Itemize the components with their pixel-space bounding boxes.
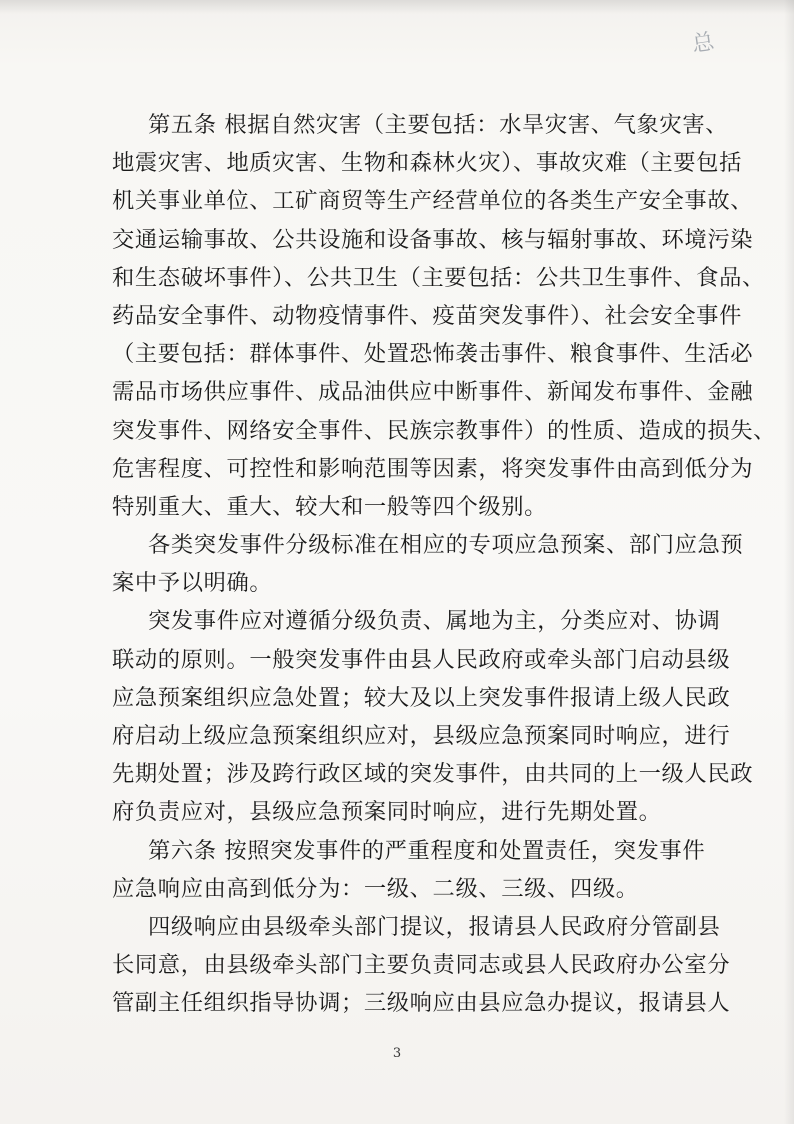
text-line: 管副主任组织指导协调；三级响应由县应急办提议，报请县人 [112, 990, 731, 1017]
page-number: 3 [392, 1046, 402, 1061]
text-line: 机关事业单位、工矿商贸等生产经营单位的各类生产安全事故、 [112, 188, 754, 215]
text-line: 特别重大、重大、较大和一般等四个级别。 [112, 493, 548, 520]
text-line: 突发事件、网络安全事件、民族宗教事件）的性质、造成的损失、 [112, 417, 777, 444]
text-line: 联动的原则。一般突发事件由县人民政府或牵头部门启动县级 [112, 646, 731, 673]
document-body [112, 106, 777, 1023]
text-line: 交通运输事故、公共设施和设备事故、核与辐射事故、环境污染 [112, 226, 754, 253]
handwritten-mark: 总 [690, 29, 716, 58]
text-line: 四级响应由县级牵头部门提议，报请县人民政府分管副县 [148, 913, 721, 940]
text-line: （主要包括：群体事件、处置恐怖袭击事件、粮食事件、生活必 [112, 341, 754, 368]
text-line: 危害程度、可控性和影响范围等因素，将突发事件由高到低分为 [112, 455, 754, 482]
text-line: 府负责应对，县级应急预案同时响应，进行先期处置。 [112, 799, 662, 826]
text-line: 突发事件应对遵循分级负责、属地为主，分类应对、协调 [148, 608, 721, 635]
text-line: 和生态破坏事件）、公共卫生（主要包括：公共卫生事件、食品、 [112, 264, 765, 291]
text-line: 第五条 根据自然灾害（主要包括：水旱灾害、气象灾害、 [148, 112, 729, 138]
text-line: 地震灾害、地质灾害、生物和森林火灾）、事故灾难（主要包括 [112, 150, 742, 177]
scan-shadow-top [0, 0, 794, 14]
text-line: 各类突发事件分级标准在相应的专项应急预案、部门应急预 [148, 532, 744, 559]
text-line: 应急响应由高到低分为：一级、二级、三级、四级。 [112, 875, 639, 902]
text-line: 应急预案组织应急处置；较大及以上突发事件报请上级人民政 [112, 684, 731, 711]
text-line: 府启动上级应急预案组织应对，县级应急预案同时响应，进行 [112, 723, 731, 749]
scan-shadow-right [784, 0, 794, 1124]
text-line: 药品安全事件、动物疫情事件、疫苗突发事件）、社会安全事件 [112, 302, 742, 329]
text-line: 第六条 按照突发事件的严重程度和处置责任，突发事件 [148, 837, 706, 864]
text-line: 先期处置；涉及跨行政区域的突发事件，由共同的上一级人民政 [112, 761, 754, 788]
text-line: 需品市场供应事件、成品油供应中断事件、新闻发布事件、金融 [112, 379, 754, 406]
text-line: 长同意，由县级牵头部门主要负责同志或县人民政府办公室分 [112, 952, 731, 979]
text-line: 案中予以明确。 [112, 570, 273, 597]
